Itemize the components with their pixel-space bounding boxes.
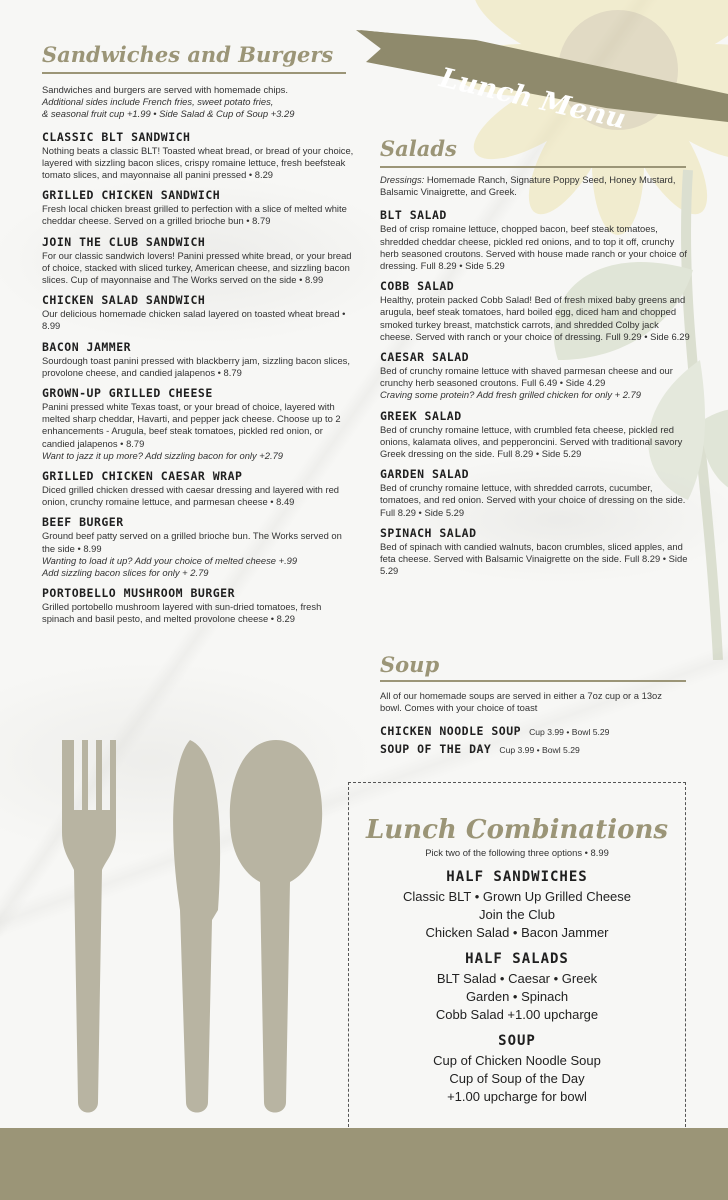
salad-item [380, 350, 692, 402]
combo-line: Cup of Soup of the Day [449, 1071, 585, 1086]
dressings-list: Homemade Ranch, Signature Poppy Seed, Honey Mustard, Balsamic Vinaigrette, and Greek. [380, 174, 676, 198]
combo-line: +1.00 upcharge for bowl [447, 1089, 587, 1104]
item-desc: Ground beef patty served on a grilled brioche bun. The Works served on the side • 8.99 [42, 530, 342, 554]
combo-section-title: HALF SALADS [465, 951, 569, 967]
combo-section-title: SOUP [498, 1033, 536, 1049]
sandwiches-rule [42, 72, 346, 74]
salad-item [380, 208, 692, 272]
item-title: GROWN-UP GRILLED CHEESE [42, 386, 213, 401]
item-title: CAESAR SALAD [380, 350, 470, 365]
item-title: GARDEN SALAD [380, 467, 470, 482]
item-title: GRILLED CHICKEN SANDWICH [42, 188, 221, 203]
item-title: BACON JAMMER [42, 339, 132, 354]
item-title: SOUP OF THE DAY [380, 742, 492, 757]
combos-sub: Pick two of the following three options • 8.99 [425, 847, 609, 858]
knife-icon [173, 740, 220, 1113]
item-desc: Bed of crisp romaine lettuce, chopped bacon, beef steak tomatoes, shredded cheddar cheese, pickled red onions, and to top it off, crunchy herb seasoned croutons. Served with house made ranch or your choice of dressing. Full 8.29 • Side 5.29 [380, 223, 687, 272]
item-note: Add sizzling bacon slices for only + 2.79 [42, 567, 209, 579]
soup-item [380, 724, 680, 738]
item-note: Craving some protein? Add fresh grilled chicken for only + 2.79 [380, 389, 641, 401]
combo-line: Cobb Salad +1.00 upcharge [435, 1007, 599, 1022]
sandwich-item [42, 188, 354, 227]
soup-intro: All of our homemade soups are served in either a 7oz cup or a 13oz bowl. Comes with your choice of toast [380, 690, 662, 714]
item-desc: Diced grilled chicken dressed with caesar dressing and layered with red onion, crunchy romaine lettuce, and parmesan cheese • 8.49 [42, 484, 340, 508]
combo-line: Chicken Salad • Bacon Jammer [425, 925, 609, 940]
sandwiches-header: Sandwiches and Burgers [42, 42, 334, 67]
item-desc: Bed of crunchy romaine lettuce with shaved parmesan cheese and our crunchy herb seasoned croutons. Full 6.49 • Side 4.29 [380, 365, 673, 389]
salad-item [380, 526, 692, 578]
item-desc: Nothing beats a classic BLT! Toasted wheat bread, or bread of your choice, layered with sizzling bacon slices, crispy romaine lettuce, fresh beefsteak tomato slices, and mayonnaise all panini pressed • 8.29 [42, 144, 354, 181]
soup-rule [380, 680, 686, 682]
combo-half-salads [349, 951, 685, 1024]
sandwiches-intro [42, 84, 354, 121]
combo-line: Garden • Spinach [465, 989, 569, 1004]
cutlery-illustration [40, 740, 340, 1120]
salad-item [380, 279, 692, 343]
item-title: JOIN THE CLUB SANDWICH [42, 234, 206, 249]
sandwich-item [42, 235, 354, 287]
combo-section-title: HALF SANDWICHES [446, 869, 588, 885]
fork-icon [62, 740, 116, 1113]
soup-item [380, 742, 680, 756]
combos-header: Lunch Combinations [366, 815, 668, 845]
combo-half-sandwiches [349, 869, 685, 942]
salad-item [380, 409, 692, 461]
salad-item [380, 467, 692, 519]
combo-line: Cup of Chicken Noodle Soup [433, 1053, 601, 1068]
soup-header: Soup [380, 652, 440, 677]
dressings-label: Dressings: [380, 174, 425, 185]
item-note: Want to jazz it up more? Add sizzling bacon for only +2.79 [42, 449, 284, 461]
sandwich-item [42, 586, 354, 625]
dressings-line [380, 174, 692, 198]
item-desc: For our classic sandwich lovers! Panini pressed white bread, or your bread of choice, stacked with sliced turkey, American cheese, and sizzling bacon slices. Cup of mayonnaise and The Works served on the side • 8.99 [42, 249, 352, 286]
soup-column [380, 690, 680, 756]
sandwiches-column [42, 84, 354, 633]
salads-header: Salads [380, 136, 457, 161]
item-desc: Bed of crunchy romaine lettuce, with shredded carrots, cucumber, tomatoes, and red onion. Served with your choice of dressing on the side. Full 8.29 • Side 5.29 [380, 482, 686, 518]
item-title: CLASSIC BLT SANDWICH [42, 129, 191, 144]
item-title: PORTOBELLO MUSHROOM BURGER [42, 586, 236, 601]
item-title: SPINACH SALAD [380, 525, 477, 540]
item-desc: Bed of crunchy romaine lettuce, with crumbled feta cheese, pickled red onions, kalamata olives, and pepperoncini. Served with traditional savory Greek dressing on the side. Full 8.29 • Side 5.29 [380, 423, 683, 460]
combo-line: Join the Club [479, 907, 555, 922]
combo-line: Classic BLT • Grown Up Grilled Cheese [402, 889, 632, 904]
item-price: Cup 3.99 • Bowl 5.29 [529, 727, 610, 738]
sandwiches-intro-text: Sandwiches and burgers are served with homemade chips. [42, 84, 288, 95]
salads-column [380, 174, 692, 584]
combo-line: BLT Salad • Caesar • Greek [436, 971, 598, 986]
item-title: CHICKEN SALAD SANDWICH [42, 293, 206, 308]
sandwich-item [42, 130, 354, 182]
sandwich-item [42, 293, 354, 332]
item-desc: Panini pressed white Texas toast, or your bread of choice, layered with melted sharp cheddar, Havarti, and pepper jack cheese. Choose up to 2 enhancements - Arugula, beef steak tomatoes, pickled red onion, or candied jalapenos • 8.79 [42, 401, 341, 449]
banner-title: Lunch Menu [436, 62, 629, 136]
item-title: BLT SALAD [380, 208, 447, 223]
item-desc: Fresh local chicken breast grilled to perfection with a slice of melted white cheddar cheese. Served on a grilled brioche bun • 8.79 [42, 203, 347, 227]
item-desc: Bed of spinach with candied walnuts, bacon crumbles, sliced apples, and feta cheese. Served with Balsamic Vinaigrette on the side. Full 8.29 • Side 5.29 [380, 540, 688, 577]
lunch-combinations-box [348, 782, 686, 1132]
item-note: Wanting to load it up? Add your choice of melted cheese +.99 [42, 554, 298, 566]
spoon-icon [230, 740, 322, 1113]
item-desc: Sourdough toast panini pressed with blackberry jam, sizzling bacon slices, provolone cheese, and candied jalapenos • 8.79 [42, 354, 350, 378]
item-desc: Our delicious homemade chicken salad layered on toasted wheat bread • 8.99 [42, 308, 346, 332]
item-desc: Healthy, protein packed Cobb Salad! Bed of fresh mixed baby greens and arugula, beef steak tomatoes, hard boiled egg, diced ham and chopped smoked turkey breast, matchstick carrots, and shredded Colby jack cheese. Served with ranch or your choice of dressing. Full 9.29 • Side 6.29 [380, 294, 690, 342]
item-title: COBB SALAD [380, 279, 455, 294]
item-desc: Grilled portobello mushroom layered with sun-dried tomatoes, fresh spinach and basil pesto, and melted provolone cheese • 8.29 [42, 601, 322, 625]
item-title: GRILLED CHICKEN CAESAR WRAP [42, 469, 243, 484]
item-price: Cup 3.99 • Bowl 5.29 [499, 745, 580, 756]
sandwiches-intro-sides-2: & seasonal fruit cup +1.99 • Side Salad & Cup of Soup +3.29 [42, 108, 295, 120]
item-title: CHICKEN NOODLE SOUP [380, 724, 522, 739]
salads-rule [380, 166, 686, 168]
item-title: GREEK SALAD [380, 408, 462, 423]
combo-soup [349, 1033, 685, 1106]
footer-bar [0, 1128, 728, 1200]
sandwich-item [42, 386, 354, 462]
item-title: BEEF BURGER [42, 515, 124, 530]
sandwich-item [42, 340, 354, 379]
sandwiches-intro-sides-1: Additional sides include French fries, sweet potato fries, [42, 96, 274, 108]
sandwich-item [42, 515, 354, 579]
sandwich-item [42, 469, 354, 508]
